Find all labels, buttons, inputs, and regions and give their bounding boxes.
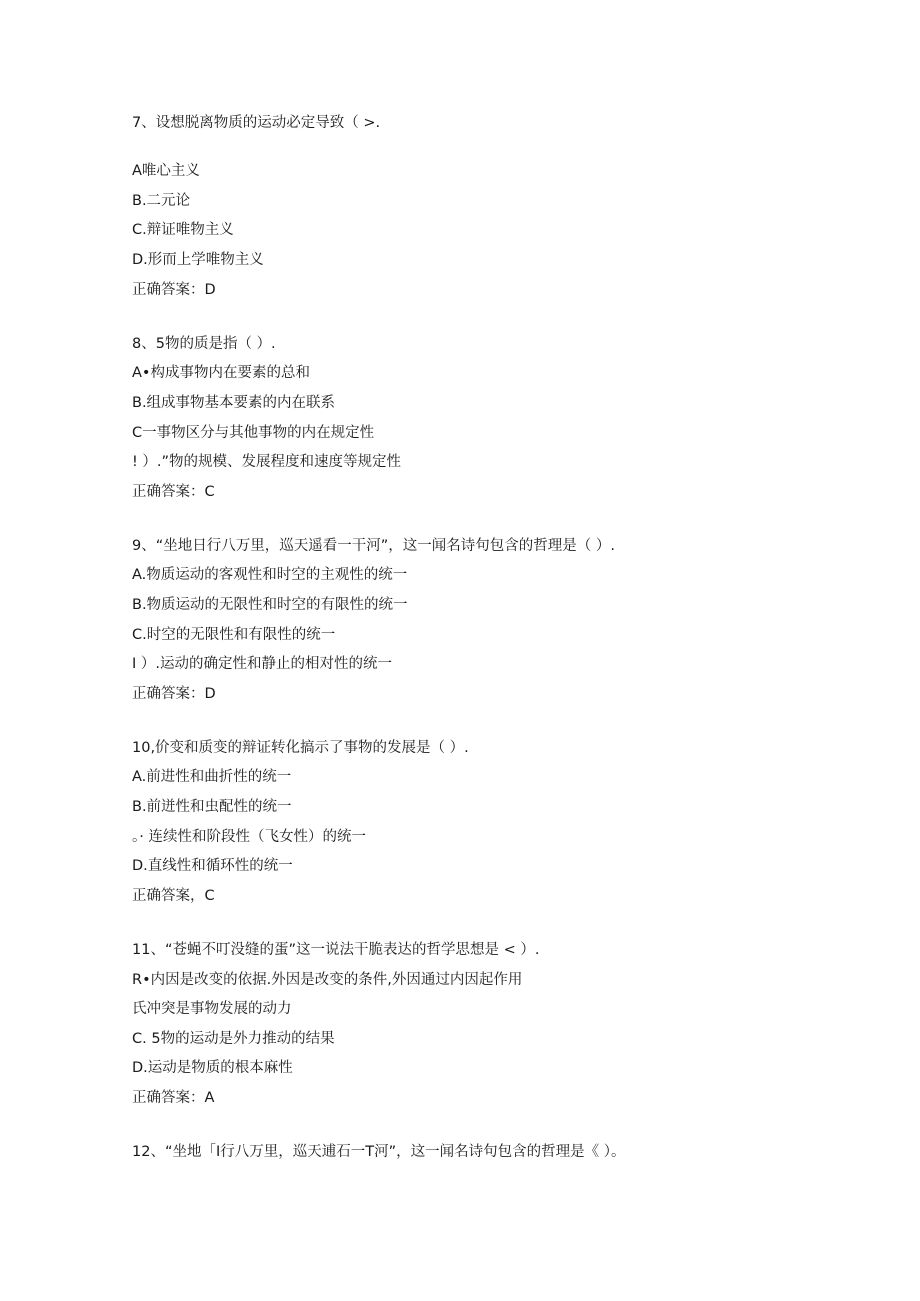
question-9-answer: 正确答案：D	[132, 686, 216, 702]
question-8-option-a: A•构成事物内在要素的总和	[132, 365, 310, 381]
question-10-answer: 正确答案，C	[132, 888, 215, 904]
question-7-option-c: C.辩证唯物主义	[132, 222, 234, 238]
question-11-option-c: C. 5物的运动是外力推动的结果	[132, 1031, 335, 1047]
question-10-option-d: D.直线性和循环性的统一	[132, 858, 293, 874]
question-9-option-a: A.物质运动的客观性和时空的主观性的统一	[132, 567, 408, 583]
question-10-option-b: B.前迸性和虫配性的统一	[132, 799, 292, 815]
question-9-option-b: B.物质运动的无限性和时空的有限性的统一	[132, 597, 408, 613]
question-11-option-d: D.运动是物质的根本麻性	[132, 1060, 293, 1076]
question-7-option-b: B.二元论	[132, 193, 191, 209]
question-9-option-d: I ）.运动的确定性和静止的相对性的统一	[132, 656, 392, 672]
question-8-option-c: C一事物区分与其他事物的内在规定性	[132, 425, 375, 441]
question-10-stem: 10,价变和质变的辩证转化搞示了事物的发展是（ ）.	[132, 740, 469, 756]
question-10-option-c: 。· 连续性和阶段性（飞女性）的统一	[132, 829, 366, 845]
question-8-option-b: B.组成事物基本要素的内在联系	[132, 395, 336, 411]
question-7-stem: 7、设想脱离物质的运动必定导致（ >.	[132, 115, 381, 131]
question-8-option-d: ! ）.”物的规模、发展程度和速度等规定性	[132, 454, 402, 470]
question-9-option-c: C.时空的无限性和有限性的统一	[132, 627, 336, 643]
question-8-answer: 正确答案：C	[132, 484, 215, 500]
question-7-option-d: D.形而上学唯物主义	[132, 252, 264, 268]
question-10-option-a: A.前进性和曲折性的统一	[132, 769, 292, 785]
question-11-option-b: 氏冲突是事物发展的动力	[132, 1001, 292, 1017]
question-11-answer: 正确答案：A	[132, 1090, 215, 1106]
question-12-stem: 12、“坐地「I行八万里，巡天逋石一T河”，这一闻名诗句包含的哲理是《 ）。	[132, 1144, 626, 1160]
question-11-stem: 11、“苍蝇不叮没缝的蛋”这一说法干脆表达的哲学思想是 < ）.	[132, 942, 540, 958]
question-8-stem: 8、5物的质是指（ ）.	[132, 336, 276, 352]
question-9-stem: 9、“坐地日行八万里，巡天遥看一干河”，这一闻名诗句包含的哲理是（ ）.	[132, 538, 615, 554]
question-7-answer: 正确答案：D	[132, 282, 216, 298]
question-7-option-a: A唯心主义	[132, 163, 200, 179]
question-11-option-a: R•内因是改变的依据.外因是改变的条件,外因通过内因起作用	[132, 972, 523, 988]
